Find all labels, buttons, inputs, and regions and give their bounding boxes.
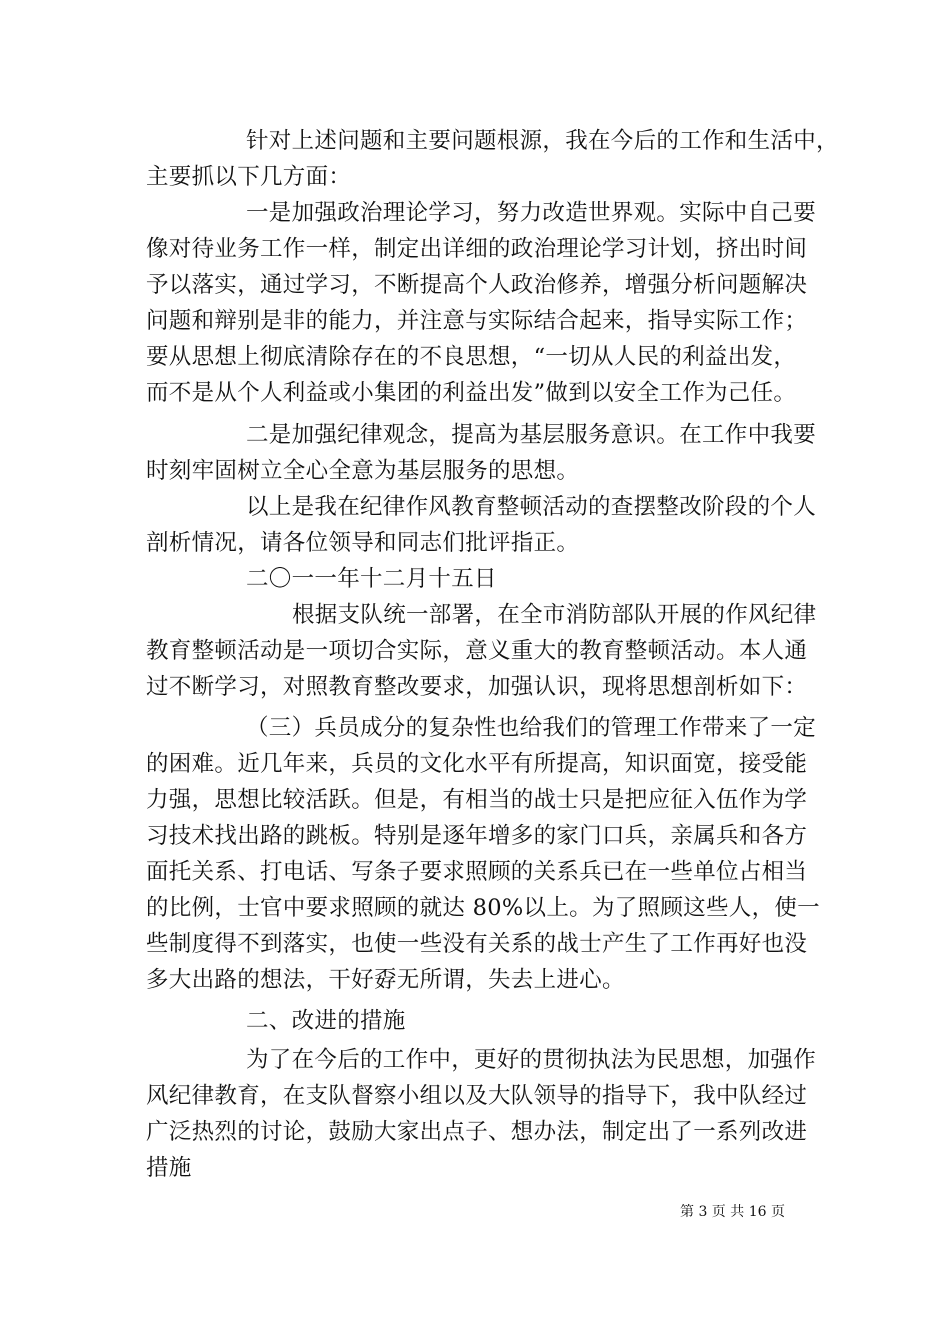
section-heading: 二、改进的措施 <box>246 1008 406 1034</box>
text-line: 根据支队统一部署，在全市消防部队开展的作风纪律 <box>292 602 817 628</box>
text-line: 的比例，士官中要求照顾的就达 80%以上。为了照顾这些人，使一 <box>146 895 820 921</box>
date-line: 二〇一一年十二月十五日 <box>246 566 497 592</box>
text-line: 问题和辩别是非的能力，并注意与实际结合起来，指导实际工作； <box>146 308 808 334</box>
text-line: 针对上述问题和主要问题根源，我在今后的工作和生活中， <box>246 128 839 154</box>
text-line: 为了在今后的工作中，更好的贯彻执法为民思想，加强作 <box>246 1047 817 1073</box>
text-line: 力强，思想比较活跃。但是，有相当的战士只是把应征入伍作为学 <box>146 787 808 813</box>
text-line: 措施 <box>146 1155 192 1181</box>
text-line: 些制度得不到落实，也使一些没有关系的战士产生了工作再好也没 <box>146 931 808 957</box>
text-line: 二是加强纪律观念，提高为基层服务意识。在工作中我要 <box>246 422 817 448</box>
text-line: 而不是从个人利益或小集团的利益出发”做到以安全工作为己任。 <box>146 380 797 406</box>
text-line: 以上是我在纪律作风教育整顿活动的查摆整改阶段的个人 <box>246 494 817 520</box>
page-number: 第 3 页 共 16 页 <box>680 1204 785 1220</box>
text-line: 像对待业务工作一样，制定出详细的政治理论学习计划，挤出时间 <box>146 236 808 262</box>
text-line: 一是加强政治理论学习，努力改造世界观。实际中自己要 <box>246 200 817 226</box>
text-line: 广泛热烈的讨论，鼓励大家出点子、想办法，制定出了一系列改进 <box>146 1119 808 1145</box>
text-line: 过不断学习，对照教育整改要求，加强认识，现将思想剖析如下： <box>146 674 808 700</box>
text-line: 风纪律教育，在支队督察小组以及大队领导的指导下，我中队经过 <box>146 1083 808 1109</box>
text-line: 时刻牢固树立全心全意为基层服务的思想。 <box>146 458 580 484</box>
text-line: 主要抓以下几方面： <box>146 164 352 190</box>
text-line: 多大出路的想法，干好孬无所谓，失去上进心。 <box>146 967 625 993</box>
text-line: 的困难。近几年来，兵员的文化水平有所提高，知识面宽，接受能 <box>146 751 808 777</box>
text-line: 要从思想上彻底清除存在的不良思想，“一切从人民的利益出发， <box>146 344 797 370</box>
text-line: 面托关系、打电话、写条子要求照顾的关系兵已在一些单位占相当 <box>146 859 808 885</box>
text-line: （三）兵员成分的复杂性也给我们的管理工作带来了一定 <box>246 715 817 741</box>
text-line: 教育整顿活动是一项切合实际，意义重大的教育整顿活动。本人通 <box>146 638 808 664</box>
text-line: 予以落实，通过学习，不断提高个人政治修养，增强分析问题解决 <box>146 272 808 298</box>
text-line: 剖析情况，请各位领导和同志们批评指正。 <box>146 530 580 556</box>
text-line: 习技术找出路的跳板。特别是逐年增多的家门口兵，亲属兵和各方 <box>146 823 808 849</box>
